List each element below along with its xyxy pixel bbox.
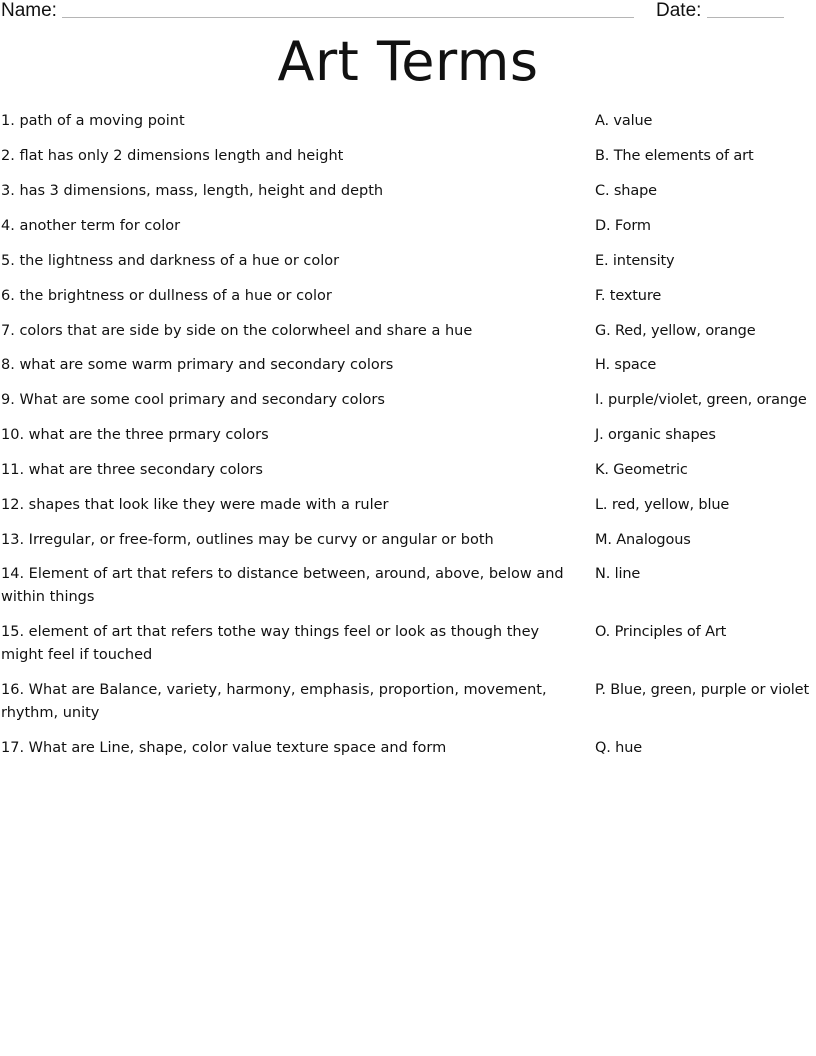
answer-text: B. The elements of art bbox=[595, 148, 754, 164]
clue-text: 12. shapes that look like they were made with a ruler bbox=[1, 497, 389, 513]
answer-text: F. texture bbox=[595, 288, 662, 304]
clue-text: 10. what are the three prmary colors bbox=[1, 427, 269, 443]
page-title: Art Terms bbox=[277, 30, 539, 93]
clue-text: 8. what are some warm primary and secondary colors bbox=[1, 357, 394, 373]
answer-text: C. shape bbox=[595, 183, 657, 199]
answer-text: D. Form bbox=[595, 218, 651, 234]
worksheet-header bbox=[0, 0, 816, 24]
answer-text: P. Blue, green, purple or violet bbox=[595, 682, 809, 698]
clue-text: 5. the lightness and darkness of a hue or color bbox=[1, 253, 340, 269]
clue-text: 7. colors that are side by side on the colorwheel and share a hue bbox=[1, 323, 473, 339]
date-blank-line[interactable] bbox=[707, 17, 784, 18]
answer-text: Q. hue bbox=[595, 740, 643, 756]
answer-text: E. intensity bbox=[595, 253, 675, 269]
clue-text: 2. flat has only 2 dimensions length and height bbox=[1, 148, 344, 164]
clue-text: 14. Element of art that refers to distance between, around, above, below and within things bbox=[1, 566, 564, 605]
name-label: Name: bbox=[1, 0, 57, 21]
clue-text: 11. what are three secondary colors bbox=[1, 462, 263, 478]
answer-text: H. space bbox=[595, 357, 657, 373]
clue-text: 3. has 3 dimensions, mass, length, height and depth bbox=[1, 183, 384, 199]
answer-text: G. Red, yellow, orange bbox=[595, 323, 756, 339]
name-blank-line[interactable] bbox=[62, 17, 634, 18]
clue-text: 17. What are Line, shape, color value texture space and form bbox=[1, 740, 447, 756]
answer-text: N. line bbox=[595, 566, 641, 582]
clue-text: 4. another term for color bbox=[1, 218, 181, 234]
date-label: Date: bbox=[656, 0, 702, 21]
clue-text: 15. element of art that refers tothe way things feel or look as though they might feel if touched bbox=[1, 624, 540, 663]
answer-text: A. value bbox=[595, 113, 653, 129]
answer-text: K. Geometric bbox=[595, 462, 688, 478]
clue-text: 1. path of a moving point bbox=[1, 113, 185, 129]
clue-text: 9. What are some cool primary and secondary colors bbox=[1, 392, 385, 408]
answer-text: I. purple/violet, green, orange bbox=[595, 392, 807, 408]
clue-text: 16. What are Balance, variety, harmony, emphasis, proportion, movement, rhythm, unity bbox=[1, 682, 547, 721]
answer-text: M. Analogous bbox=[595, 532, 691, 548]
answer-text: L. red, yellow, blue bbox=[595, 497, 730, 513]
clue-text: 13. Irregular, or free-form, outlines may be curvy or angular or both bbox=[1, 532, 494, 548]
answer-text: O. Principles of Art bbox=[595, 624, 727, 640]
answer-text: J. organic shapes bbox=[595, 427, 716, 443]
clue-text: 6. the brightness or dullness of a hue or color bbox=[1, 288, 332, 304]
